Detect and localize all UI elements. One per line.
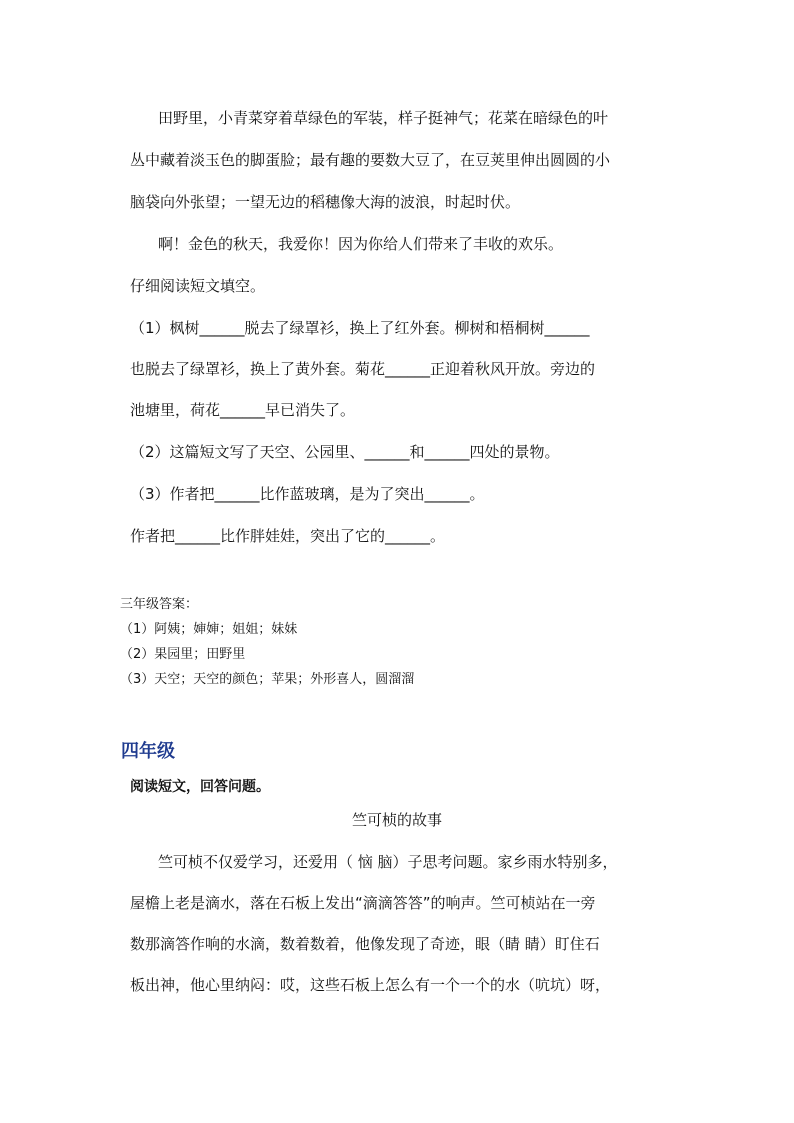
passage-line: 啊！金色的秋天，我爱你！因为你给人们带来了丰收的欢乐。 (158, 235, 564, 253)
answers-title: 三年级答案： (120, 597, 199, 612)
question-line: （3）作者把______比作蓝玻璃，是为了突出______。 (130, 485, 485, 503)
question-line: （1）枫树______脱去了绿罩衫，换上了红外套。柳树和梧桐树______ (130, 319, 590, 337)
grade-heading: 四年级 (121, 741, 175, 762)
question-line: （2）这篇短文写了天空、公园里、______和______四处的景物。 (130, 443, 560, 461)
story-title: 竺可桢的故事 (351, 811, 442, 829)
answer-item: （2）果园里；田野里 (120, 647, 246, 662)
story-line: 竺可桢不仅爱学习，还爱用（ 恼 脑）子思考问题。家乡雨水特别多， (158, 853, 618, 871)
story-line: 板出神，他心里纳闷：哎，这些石板上怎么有一个一个的水（吭坑）呀， (130, 976, 611, 994)
passage-line: 丛中藏着淡玉色的脚蛋脸；最有趣的要数大豆了，在豆荚里伸出圆圆的小 (130, 151, 611, 169)
story-line: 数那滴答作响的水滴，数着数着，他像发现了奇迹，眼（睛 睛）盯住石 (130, 935, 600, 953)
passage-line: 田野里，小青菜穿着草绿色的军装，样子挺神气；花菜在暗绿色的叶 (158, 109, 609, 127)
reading-instruction: 阅读短文，回答问题。 (130, 779, 270, 795)
story-line: 屋檐上老是滴水，落在石板上发出“滴滴答答”的响声。竺可桢站在一旁 (130, 894, 596, 912)
answer-item: （1）阿姨；婶婶；姐姐；妹妹 (120, 622, 298, 637)
passage-line: 脑袋向外张望；一望无边的稻穗像大海的波浪，时起时伏。 (130, 193, 521, 211)
question-line: 池塘里，荷花______早已消失了。 (130, 401, 356, 419)
question-line: 也脱去了绿罩衫，换上了黄外套。菊花______正迎着秋风开放。旁边的 (130, 360, 596, 378)
fill-in-instruction: 仔细阅读短文填空。 (130, 277, 266, 295)
answer-item: （3）天空；天空的颜色；苹果；外形喜人，圆溜溜 (120, 672, 415, 687)
question-line: 作者把______比作胖娃娃，突出了它的______。 (130, 527, 446, 545)
